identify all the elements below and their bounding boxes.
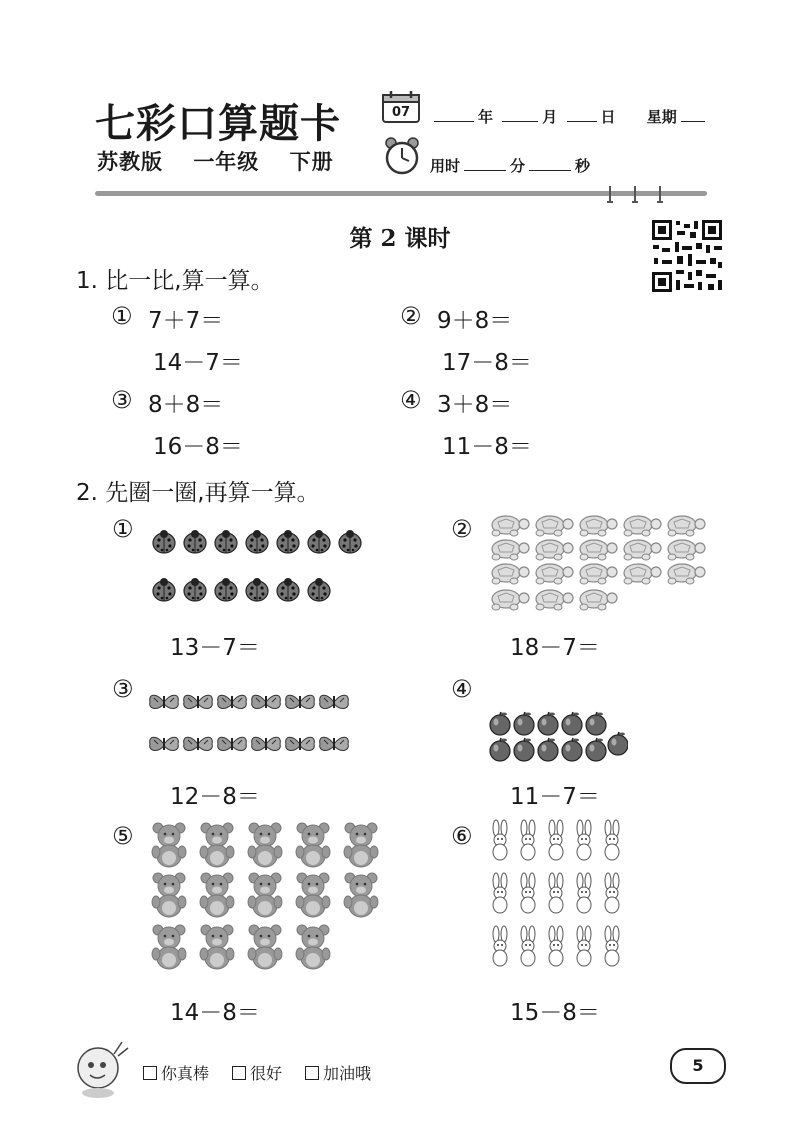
date-year-label: 年 — [478, 108, 494, 126]
time-sec-label: 秒 — [575, 157, 591, 175]
rabbit-group — [485, 818, 645, 978]
calendar-day: 07 — [391, 105, 411, 120]
q1-equation: 7＋7＝ — [148, 308, 224, 334]
ladybug-icon — [153, 530, 361, 553]
q2-equation: 12－8＝ — [170, 784, 260, 810]
q2-item-number: ④ — [451, 675, 473, 703]
turtle-icon — [492, 516, 705, 610]
date-month-label: 月 — [542, 108, 558, 126]
lesson-title: 第 2 课时 — [349, 225, 451, 252]
date-day-label: 日 — [600, 108, 616, 126]
page-number: 5 — [670, 1048, 726, 1084]
q1-item-number: ③ — [111, 386, 133, 414]
rating-option[interactable] — [305, 1061, 371, 1084]
time-min-label: 分 — [510, 157, 526, 175]
time-fields — [430, 155, 590, 176]
checkbox[interactable] — [143, 1066, 157, 1080]
rating-option-label: 加油哦 — [323, 1064, 372, 1083]
mascot-icon — [72, 1038, 132, 1100]
checkbox[interactable] — [232, 1066, 246, 1080]
book-subtitle — [97, 146, 356, 176]
q1-equation: 17－8＝ — [442, 350, 532, 376]
rating-option-label: 很好 — [250, 1064, 283, 1083]
pencil-decoration — [605, 184, 665, 206]
turtle-group — [486, 512, 716, 622]
edition-label: 苏教版 — [97, 150, 163, 174]
q2-equation: 14－8＝ — [170, 1000, 260, 1026]
ladybug-icon — [153, 578, 330, 601]
grade-label: 一年级 — [193, 150, 260, 174]
q1-equation: 3＋8＝ — [437, 392, 513, 418]
rating-option-label: 你真棒 — [161, 1064, 210, 1083]
q2-equation: 13－7＝ — [170, 635, 260, 661]
q2-equation: 11－7＝ — [510, 784, 600, 810]
bear-icon — [152, 823, 378, 969]
date-week-label: 星期 — [646, 108, 677, 126]
q2-equation: 18－7＝ — [510, 635, 600, 661]
q2-item-number: ① — [112, 515, 134, 543]
bear-group — [148, 820, 388, 975]
ladybug-group — [150, 528, 365, 608]
apple-group — [488, 710, 628, 770]
q1-item-number: ② — [400, 302, 422, 330]
q1-equation: 11－8＝ — [442, 434, 532, 460]
question-1-title: 1. 比一比,算一算。 — [76, 268, 274, 294]
question-2-title: 2. 先圈一圈,再算一算。 — [76, 480, 320, 506]
q1-item-number: ① — [111, 302, 133, 330]
apple-icon — [490, 712, 628, 761]
volume-label: 下册 — [289, 150, 334, 174]
q1-equation: 9＋8＝ — [437, 308, 513, 334]
alarm-clock-icon — [383, 137, 421, 175]
butterfly-icon — [150, 695, 349, 750]
date-fields — [430, 106, 709, 127]
time-label: 用时 — [430, 157, 461, 175]
rabbit-icon — [493, 820, 619, 966]
q2-item-number: ② — [451, 515, 473, 543]
brand-logo: 七彩口算题卡 — [95, 100, 341, 147]
q1-item-number: ④ — [400, 386, 422, 414]
q1-equation: 14－7＝ — [153, 350, 243, 376]
q2-item-number: ⑥ — [451, 822, 473, 850]
q2-equation: 15－8＝ — [510, 1000, 600, 1026]
q2-item-number: ⑤ — [112, 822, 134, 850]
rating-option[interactable] — [232, 1061, 282, 1084]
q2-item-number: ③ — [112, 675, 134, 703]
butterfly-group — [148, 688, 358, 758]
rating-option[interactable] — [143, 1061, 209, 1084]
q1-equation: 16－8＝ — [153, 434, 243, 460]
q1-equation: 8＋8＝ — [148, 392, 224, 418]
checkbox[interactable] — [305, 1066, 319, 1080]
